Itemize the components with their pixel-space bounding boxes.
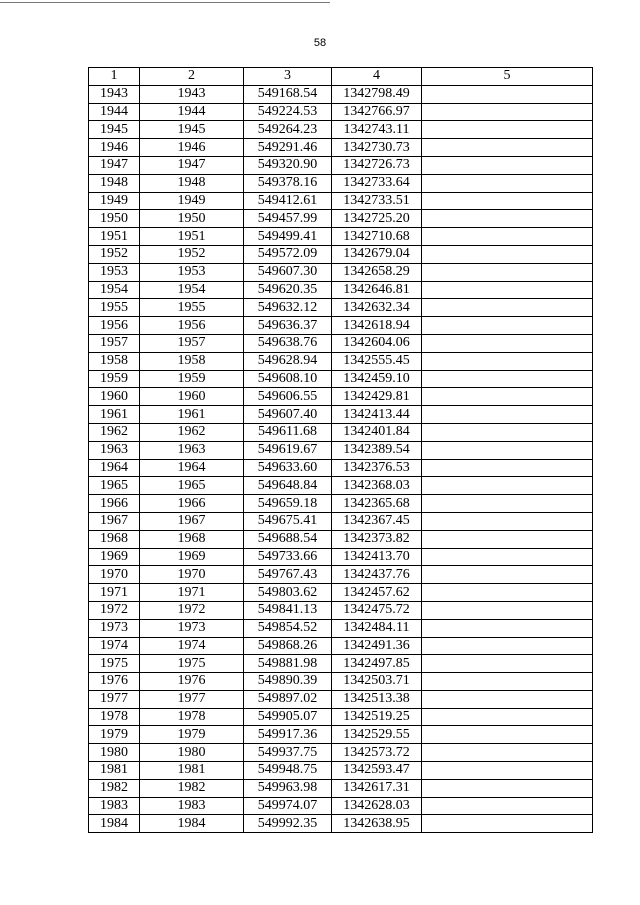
table-cell: 1959	[140, 370, 244, 388]
table-cell: 1342513.38	[332, 690, 422, 708]
table-cell: 1342628.03	[332, 797, 422, 815]
table-cell: 1960	[140, 388, 244, 406]
table-cell	[422, 619, 593, 637]
table-cell: 549992.35	[244, 815, 332, 833]
table-cell: 1969	[89, 548, 140, 566]
table-cell: 1979	[89, 726, 140, 744]
table-cell: 1342604.06	[332, 334, 422, 352]
table-row	[89, 388, 593, 406]
table-row	[89, 637, 593, 655]
table-cell	[422, 174, 593, 192]
table-cell: 1983	[140, 797, 244, 815]
table-row	[89, 423, 593, 441]
table-cell: 1974	[89, 637, 140, 655]
table-cell: 1978	[140, 708, 244, 726]
table-cell: 1955	[140, 299, 244, 317]
table-cell: 1949	[140, 192, 244, 210]
table-cell	[422, 263, 593, 281]
table-cell: 549620.35	[244, 281, 332, 299]
table-cell	[422, 726, 593, 744]
table-cell	[422, 317, 593, 335]
table-row	[89, 512, 593, 530]
table-cell: 1342367.45	[332, 512, 422, 530]
table-cell: 1342710.68	[332, 228, 422, 246]
table-cell: 1977	[89, 690, 140, 708]
table-cell: 1342519.25	[332, 708, 422, 726]
table-cell: 1963	[140, 441, 244, 459]
table-cell	[422, 121, 593, 139]
table-row	[89, 619, 593, 637]
table-cell: 549572.09	[244, 245, 332, 263]
table-row	[89, 530, 593, 548]
table-cell: 549607.30	[244, 263, 332, 281]
table-cell: 1982	[89, 779, 140, 797]
table-cell	[422, 192, 593, 210]
table-cell: 1342503.71	[332, 673, 422, 691]
table-cell: 1342437.76	[332, 566, 422, 584]
table-cell	[422, 334, 593, 352]
table-row	[89, 726, 593, 744]
table-cell	[422, 139, 593, 157]
table-cell: 1965	[140, 477, 244, 495]
table-cell: 1342730.73	[332, 139, 422, 157]
table-cell: 1962	[89, 423, 140, 441]
table-cell: 549628.94	[244, 352, 332, 370]
table-cell: 1944	[140, 103, 244, 121]
table-cell: 1342632.34	[332, 299, 422, 317]
table-row	[89, 744, 593, 762]
table-row	[89, 797, 593, 815]
table-cell: 1954	[140, 281, 244, 299]
table-cell: 1342413.70	[332, 548, 422, 566]
table-row	[89, 815, 593, 833]
table-cell	[422, 673, 593, 691]
table-row	[89, 103, 593, 121]
table-cell: 1955	[89, 299, 140, 317]
table-cell	[422, 744, 593, 762]
table-cell	[422, 637, 593, 655]
table-row	[89, 477, 593, 495]
table-cell: 1957	[89, 334, 140, 352]
table-row	[89, 352, 593, 370]
table-row	[89, 459, 593, 477]
table-cell: 1980	[89, 744, 140, 762]
table-cell: 1982	[140, 779, 244, 797]
table-row	[89, 263, 593, 281]
table-cell: 1961	[89, 406, 140, 424]
table-row	[89, 210, 593, 228]
table-cell: 549659.18	[244, 495, 332, 513]
table-cell: 1976	[140, 673, 244, 691]
table-cell: 549632.12	[244, 299, 332, 317]
table-cell: 1947	[89, 156, 140, 174]
table-row	[89, 245, 593, 263]
table-cell	[422, 601, 593, 619]
table-cell: 1984	[89, 815, 140, 833]
table-cell: 549633.60	[244, 459, 332, 477]
table-cell: 1963	[89, 441, 140, 459]
table-cell	[422, 370, 593, 388]
table-row	[89, 566, 593, 584]
table-cell: 549412.61	[244, 192, 332, 210]
table-cell: 1981	[140, 762, 244, 780]
table-cell	[422, 512, 593, 530]
table-cell	[422, 708, 593, 726]
table-cell: 1342733.64	[332, 174, 422, 192]
table-cell	[422, 210, 593, 228]
table-cell: 1971	[89, 584, 140, 602]
table-cell: 1964	[89, 459, 140, 477]
table-row	[89, 495, 593, 513]
table-row	[89, 441, 593, 459]
table-body	[89, 85, 593, 832]
table-row	[89, 334, 593, 352]
table-row	[89, 690, 593, 708]
table-cell	[422, 245, 593, 263]
table-cell: 549868.26	[244, 637, 332, 655]
table-cell: 549320.90	[244, 156, 332, 174]
table-cell: 1969	[140, 548, 244, 566]
table-cell: 1961	[140, 406, 244, 424]
table-cell: 1968	[140, 530, 244, 548]
table-row	[89, 601, 593, 619]
table-cell: 1342368.03	[332, 477, 422, 495]
table-cell: 1951	[89, 228, 140, 246]
table-cell: 1958	[140, 352, 244, 370]
table-cell	[422, 441, 593, 459]
table-cell: 549611.68	[244, 423, 332, 441]
table-cell: 549974.07	[244, 797, 332, 815]
table-cell	[422, 103, 593, 121]
table-cell	[422, 548, 593, 566]
table-cell	[422, 584, 593, 602]
table-row	[89, 139, 593, 157]
table-cell: 1972	[89, 601, 140, 619]
table-cell: 1954	[89, 281, 140, 299]
table-row	[89, 228, 593, 246]
table-cell: 1974	[140, 637, 244, 655]
table-cell: 1983	[89, 797, 140, 815]
table-cell	[422, 815, 593, 833]
table-cell: 1943	[89, 85, 140, 103]
table-cell: 1342798.49	[332, 85, 422, 103]
table-row	[89, 85, 593, 103]
table-cell: 1342429.81	[332, 388, 422, 406]
table-cell: 1342617.31	[332, 779, 422, 797]
table-cell: 549675.41	[244, 512, 332, 530]
table-cell: 549224.53	[244, 103, 332, 121]
table-cell: 549168.54	[244, 85, 332, 103]
table-cell: 1962	[140, 423, 244, 441]
table-cell: 1342638.95	[332, 815, 422, 833]
table-row	[89, 406, 593, 424]
table-cell: 1945	[140, 121, 244, 139]
table-cell: 1342725.20	[332, 210, 422, 228]
table-row	[89, 299, 593, 317]
table-cell: 549457.99	[244, 210, 332, 228]
table-cell: 549619.67	[244, 441, 332, 459]
table-cell: 1964	[140, 459, 244, 477]
table-cell: 1342766.97	[332, 103, 422, 121]
table-cell: 549636.37	[244, 317, 332, 335]
table-cell: 549948.75	[244, 762, 332, 780]
table-cell: 549733.66	[244, 548, 332, 566]
table-cell: 549608.10	[244, 370, 332, 388]
table-cell	[422, 228, 593, 246]
table-cell	[422, 762, 593, 780]
table-cell: 1973	[140, 619, 244, 637]
table-cell: 1342491.36	[332, 637, 422, 655]
table-cell	[422, 779, 593, 797]
column-header: 4	[332, 68, 422, 86]
table-cell	[422, 495, 593, 513]
table-row	[89, 655, 593, 673]
table-cell: 1342726.73	[332, 156, 422, 174]
column-header: 2	[140, 68, 244, 86]
table-row	[89, 779, 593, 797]
table-cell: 549607.40	[244, 406, 332, 424]
table-cell	[422, 690, 593, 708]
table-cell: 1342365.68	[332, 495, 422, 513]
table-cell: 1944	[89, 103, 140, 121]
table-cell	[422, 85, 593, 103]
column-header: 1	[89, 68, 140, 86]
table-cell: 1951	[140, 228, 244, 246]
table-cell: 549606.55	[244, 388, 332, 406]
column-header: 5	[422, 68, 593, 86]
table-cell: 1980	[140, 744, 244, 762]
table-cell: 549841.13	[244, 601, 332, 619]
table-cell: 1342401.84	[332, 423, 422, 441]
table-cell	[422, 530, 593, 548]
table-cell	[422, 156, 593, 174]
table-row	[89, 174, 593, 192]
table-cell: 1342529.55	[332, 726, 422, 744]
table-cell: 1342376.53	[332, 459, 422, 477]
table-row	[89, 762, 593, 780]
table-cell	[422, 281, 593, 299]
table-row	[89, 673, 593, 691]
page-number: 58	[313, 37, 327, 49]
table-cell: 1952	[89, 245, 140, 263]
table-cell: 549499.41	[244, 228, 332, 246]
table-cell: 549890.39	[244, 673, 332, 691]
table-cell: 549937.75	[244, 744, 332, 762]
table-cell: 1342573.72	[332, 744, 422, 762]
table-cell: 1967	[140, 512, 244, 530]
table-cell: 1342743.11	[332, 121, 422, 139]
table-cell: 1342658.29	[332, 263, 422, 281]
table-cell: 1342555.45	[332, 352, 422, 370]
table-cell: 1946	[89, 139, 140, 157]
table-cell: 1947	[140, 156, 244, 174]
table-cell: 1984	[140, 815, 244, 833]
table-cell: 1952	[140, 245, 244, 263]
table-cell: 549648.84	[244, 477, 332, 495]
table-row	[89, 281, 593, 299]
table-row	[89, 121, 593, 139]
table-cell: 549264.23	[244, 121, 332, 139]
table-cell: 1975	[140, 655, 244, 673]
table-cell: 1342459.10	[332, 370, 422, 388]
table-header-row	[89, 68, 593, 86]
table-cell: 1342646.81	[332, 281, 422, 299]
table-cell: 1978	[89, 708, 140, 726]
table-cell	[422, 352, 593, 370]
table-cell: 1967	[89, 512, 140, 530]
table-cell: 1946	[140, 139, 244, 157]
table-cell: 1956	[89, 317, 140, 335]
table-cell: 1943	[140, 85, 244, 103]
table-cell: 1342373.82	[332, 530, 422, 548]
table-cell	[422, 299, 593, 317]
table-cell: 1342413.44	[332, 406, 422, 424]
table-cell: 1948	[140, 174, 244, 192]
table-row	[89, 708, 593, 726]
table-cell: 549905.07	[244, 708, 332, 726]
table-cell: 1975	[89, 655, 140, 673]
table-cell	[422, 423, 593, 441]
table-cell: 549881.98	[244, 655, 332, 673]
table-cell	[422, 655, 593, 673]
table-cell: 1971	[140, 584, 244, 602]
table-cell: 549291.46	[244, 139, 332, 157]
table-cell: 1965	[89, 477, 140, 495]
table-cell: 549688.54	[244, 530, 332, 548]
table-cell: 1953	[140, 263, 244, 281]
table-cell: 549378.16	[244, 174, 332, 192]
table-cell: 1972	[140, 601, 244, 619]
table-cell: 1976	[89, 673, 140, 691]
table-cell: 549854.52	[244, 619, 332, 637]
table-cell: 1342497.85	[332, 655, 422, 673]
table-cell	[422, 566, 593, 584]
table-cell: 1949	[89, 192, 140, 210]
table-cell: 549767.43	[244, 566, 332, 584]
table-cell: 1958	[89, 352, 140, 370]
table-cell: 1342389.54	[332, 441, 422, 459]
table-cell: 1968	[89, 530, 140, 548]
table-cell: 1950	[140, 210, 244, 228]
table-cell: 1953	[89, 263, 140, 281]
table-cell: 1342593.47	[332, 762, 422, 780]
table-cell: 1948	[89, 174, 140, 192]
table-cell: 1973	[89, 619, 140, 637]
table-cell: 1966	[140, 495, 244, 513]
table-cell: 1342475.72	[332, 601, 422, 619]
table-cell	[422, 477, 593, 495]
table-cell: 1945	[89, 121, 140, 139]
table-cell: 1342457.62	[332, 584, 422, 602]
table-cell	[422, 406, 593, 424]
table-cell: 549963.98	[244, 779, 332, 797]
column-header: 3	[244, 68, 332, 86]
table-cell: 1959	[89, 370, 140, 388]
table-cell: 1970	[140, 566, 244, 584]
coordinates-table	[88, 67, 593, 833]
table-cell: 1981	[89, 762, 140, 780]
table-cell: 1966	[89, 495, 140, 513]
table-cell: 1970	[89, 566, 140, 584]
table-row	[89, 192, 593, 210]
table-cell: 1342679.04	[332, 245, 422, 263]
table-cell: 549803.62	[244, 584, 332, 602]
table-cell: 1950	[89, 210, 140, 228]
table-cell: 549638.76	[244, 334, 332, 352]
table-cell: 1957	[140, 334, 244, 352]
table-cell: 549917.36	[244, 726, 332, 744]
table-cell: 1960	[89, 388, 140, 406]
table-cell: 1977	[140, 690, 244, 708]
table-cell	[422, 388, 593, 406]
table-row	[89, 317, 593, 335]
table-row	[89, 548, 593, 566]
table-cell: 1342618.94	[332, 317, 422, 335]
table-row	[89, 156, 593, 174]
table-row	[89, 584, 593, 602]
table-cell: 1979	[140, 726, 244, 744]
table-cell: 549897.02	[244, 690, 332, 708]
table-cell: 1342484.11	[332, 619, 422, 637]
table-cell: 1342733.51	[332, 192, 422, 210]
table-row	[89, 370, 593, 388]
table-cell	[422, 797, 593, 815]
top-rule	[0, 2, 330, 3]
table-cell	[422, 459, 593, 477]
table-cell: 1956	[140, 317, 244, 335]
